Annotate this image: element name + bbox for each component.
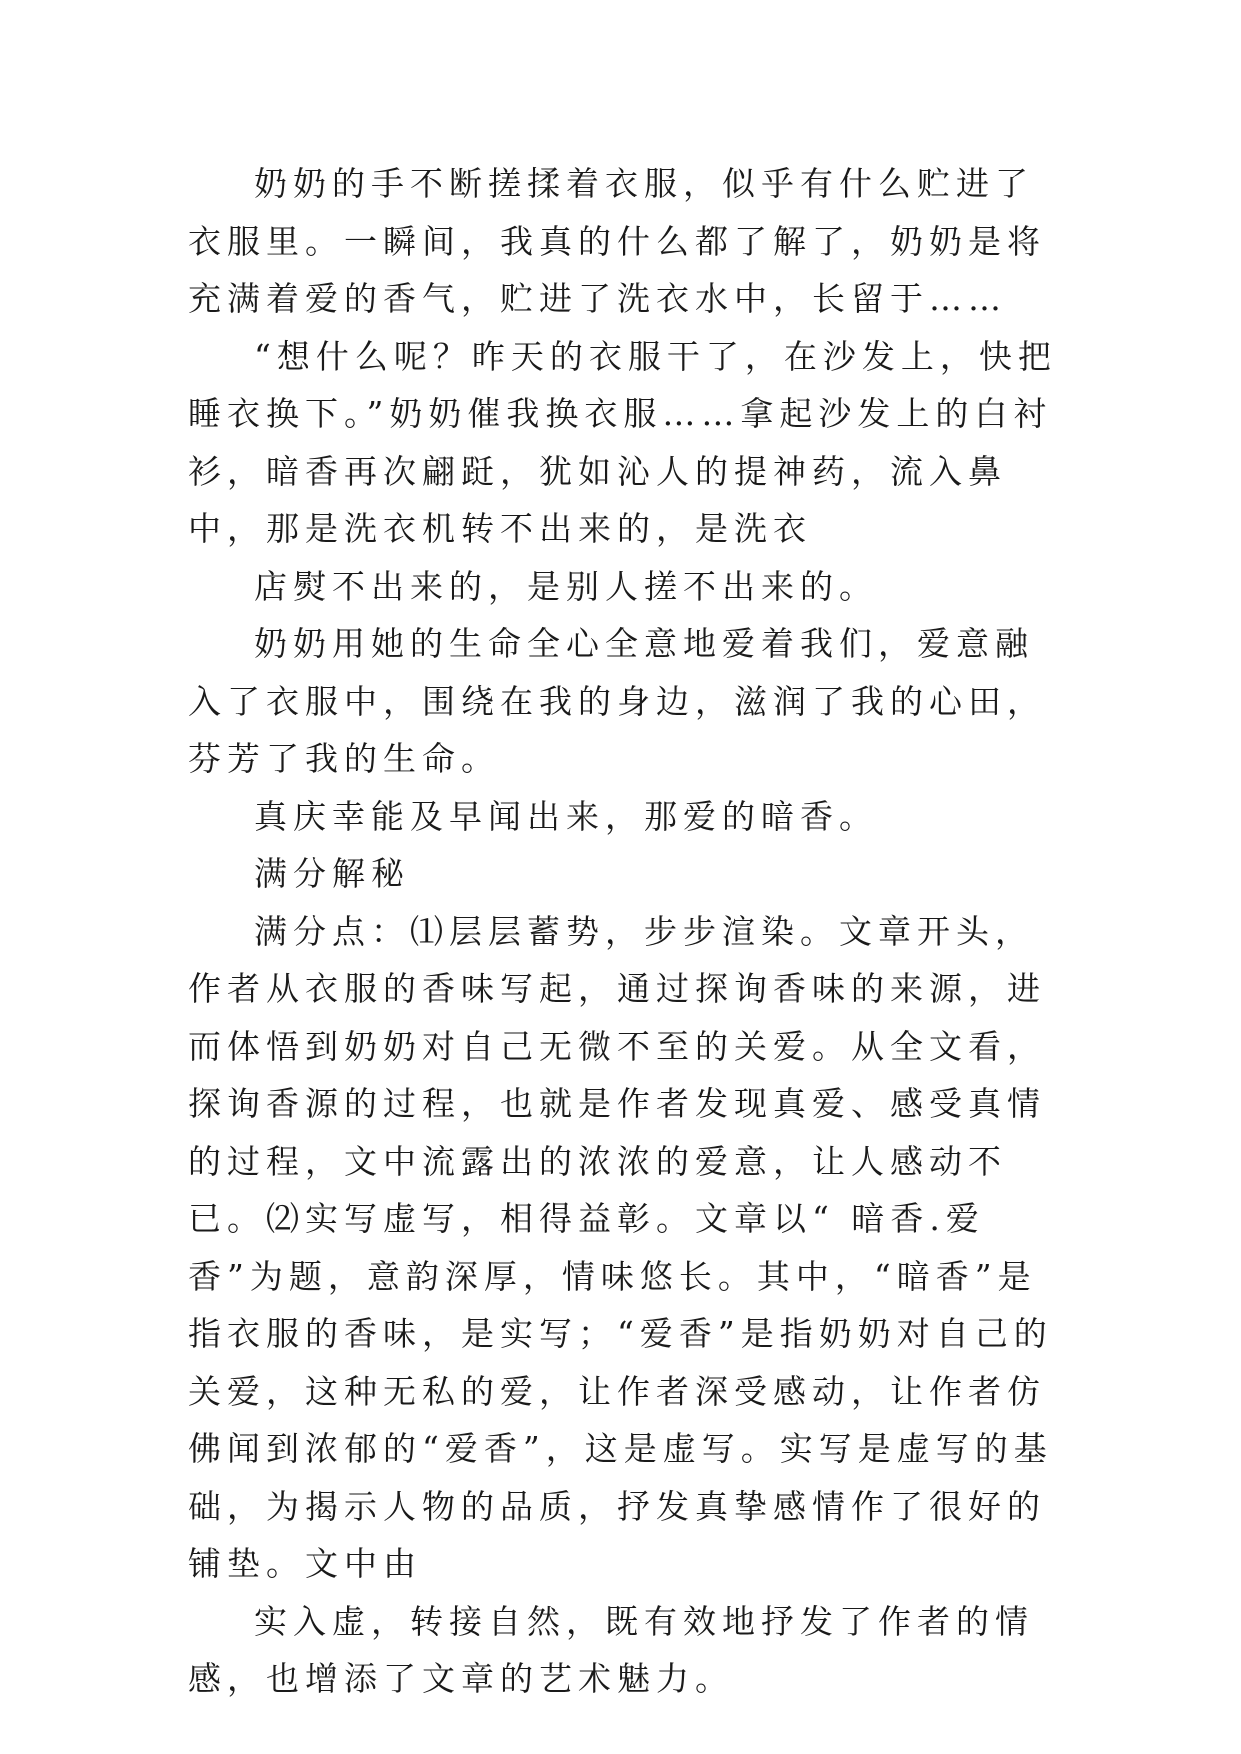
paragraph-grandma-rubbing-clothes: 奶奶的手不断搓揉着衣服，似乎有什么贮进了衣服里。一瞬间，我真的什么都了解了，奶奶是将充满着爱的香气，贮进了洗衣水中，长留于…… [188,164,1046,318]
section-heading-analysis: 满分解秘 [254,854,410,893]
paragraph-laundry-continuation: 店熨不出来的，是别人搓不出来的。 [254,566,878,606]
paragraph-analysis-points: 满分点：⑴层层蓄势，步步渲染。文章开头，作者从衣服的香味写起，通过探询香味的来源，进而体悟到奶奶对自己无微不至的关爱。从全文看，探询香源的过程，也就是作者发现真爱、感受真情的过程，文中流露出的浓浓的爱意，让人感动不已。⑵实写虚写，相得益彰。文章以“ 暗香.爱香”为题，意韵深厚，情味悠长。其中，“暗香”是指衣服的香味，是实写；“爱香”是指奶奶对自己的关爱，这种无私的爱，让作者深受感动，让作者仿佛闻到浓郁的“爱香”，这是虚写。实写是虚写的基础，为揭示人物的品质，抒发真挚感情作了很好的铺垫。文中由 [188,911,1053,1583]
document-body [188,155,1068,1708]
paragraph-analysis-conclusion: 实入虚，转接自然，既有效地抒发了作者的情感，也增添了文章的艺术魅力。 [188,1601,1034,1698]
paragraph-grandma-dialogue: “想什么呢？昨天的衣服干了，在沙发上，快把睡衣换下。”奶奶催我换衣服……拿起沙发上的白衬衫，暗香再次翩跹，犹如沁人的提神药，流入鼻中，那是洗衣机转不出来的，是洗衣 [188,336,1057,548]
paragraph-grandma-love: 奶奶用她的生命全心全意地爱着我们，爱意融入了衣服中，围绕在我的身边，滋润了我的心田，芬芳了我的生命。 [188,624,1046,778]
paragraph-closing-line: 真庆幸能及早闻出来，那爱的暗香。 [254,796,878,836]
